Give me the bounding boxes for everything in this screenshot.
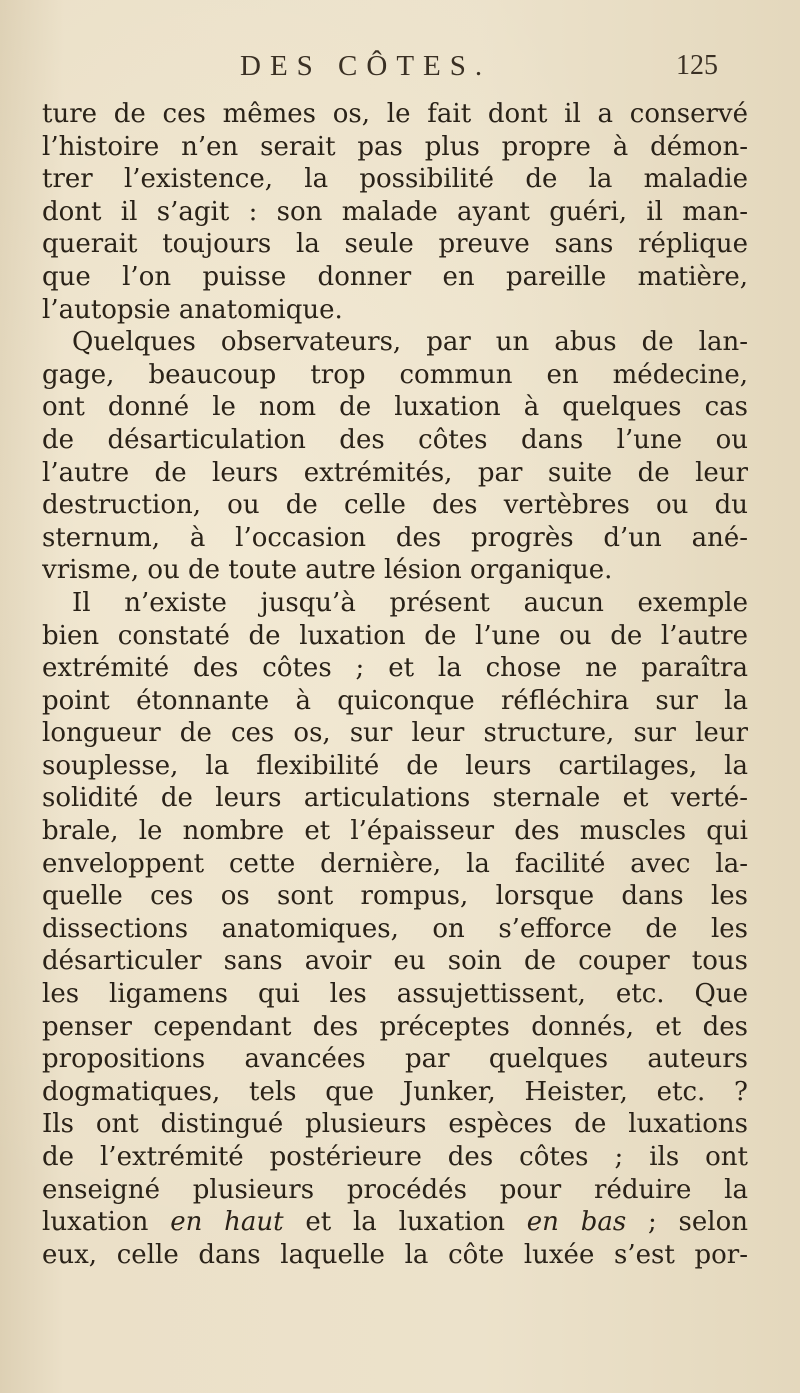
text-line: propositions avancées par quelques auteurs: [42, 1044, 748, 1075]
text-line: bien constaté de luxation de l’une ou de l’autre: [42, 620, 748, 651]
text-line: ont donné le nom de luxation à quelques cas: [42, 392, 748, 423]
text-line: ture de ces mêmes os, le fait dont il a conservé: [42, 99, 748, 129]
text-line: extrémité des côtes ; et la chose ne paraîtra: [42, 653, 748, 684]
page-header: [0, 50, 800, 90]
text-line: longueur de ces os, sur leur structure, sur leur: [42, 718, 748, 749]
text-line: gage, beaucoup trop commun en médecine,: [42, 359, 748, 390]
text-line: enseigné plusieurs procédés pour réduire la: [42, 1174, 748, 1205]
text-line: quelle ces os sont rompus, lorsque dans les: [42, 881, 748, 912]
text-line: solidité de leurs articulations sternale et verté-: [42, 783, 748, 814]
text-segment: ; selon: [626, 1207, 748, 1238]
text-line: sternum, à l’occasion des progrès d’un ané-: [42, 522, 748, 553]
italic-phrase: en bas: [526, 1207, 627, 1238]
text-line: penser cependant des préceptes donnés, et des: [42, 1011, 748, 1042]
text-line: brale, le nombre et l’épaisseur des muscles qui: [42, 816, 748, 847]
text-line: l’autopsie anatomique.: [42, 294, 343, 325]
italic-phrase: en haut: [170, 1207, 284, 1238]
text-line: dissections anatomiques, on s’efforce de les: [42, 913, 748, 944]
text-line: de l’extrémité postérieure des côtes ; ils ont: [42, 1142, 748, 1172]
text-line: de désarticulation des côtes dans l’une ou: [42, 424, 748, 455]
text-segment: et la luxation: [283, 1207, 527, 1238]
text-line: querait toujours la seule preuve sans réplique: [42, 229, 748, 260]
text-line: dogmatiques, tels que Junker, Heister, etc. ?: [42, 1076, 748, 1107]
text-line: vrisme, ou de toute autre lésion organique.: [42, 555, 613, 586]
text-line: désarticuler sans avoir eu soin de couper tous: [42, 946, 748, 977]
text-line: trer l’existence, la possibilité de la maladie: [42, 164, 748, 195]
text-line: point étonnante à quiconque réfléchira sur la: [42, 685, 748, 716]
page-number: 125: [676, 50, 718, 81]
paragraph-start: Quelques observateurs, par un abus de lan-: [72, 327, 748, 358]
text-line-with-italics: [42, 1206, 748, 1239]
text-line: souplesse, la flexibilité de leurs cartilages, la: [42, 750, 748, 781]
text-line: les ligamens qui les assujettissent, etc. Que: [42, 979, 748, 1010]
text-line: l’autre de leurs extrémités, par suite de leur: [42, 457, 748, 488]
body-text: [42, 98, 748, 1271]
text-segment: luxation: [42, 1207, 171, 1238]
text-line: l’histoire n’en serait pas plus propre à démon-: [42, 131, 748, 162]
text-line: destruction, ou de celle des vertèbres ou du: [42, 490, 748, 521]
text-line: enveloppent cette dernière, la facilité avec la-: [42, 848, 748, 879]
text-line: dont il s’agit : son malade ayant guéri, il man-: [42, 196, 748, 227]
text-line: que l’on puisse donner en pareille matière,: [42, 261, 748, 292]
running-head: DES CÔTES.: [240, 50, 492, 82]
text-line: Ils ont distingué plusieurs espèces de luxations: [42, 1109, 748, 1140]
text-line: eux, celle dans laquelle la côte luxée s’est por-: [42, 1239, 748, 1270]
paragraph-start: Il n’existe jusqu’à présent aucun exemple: [72, 587, 748, 618]
